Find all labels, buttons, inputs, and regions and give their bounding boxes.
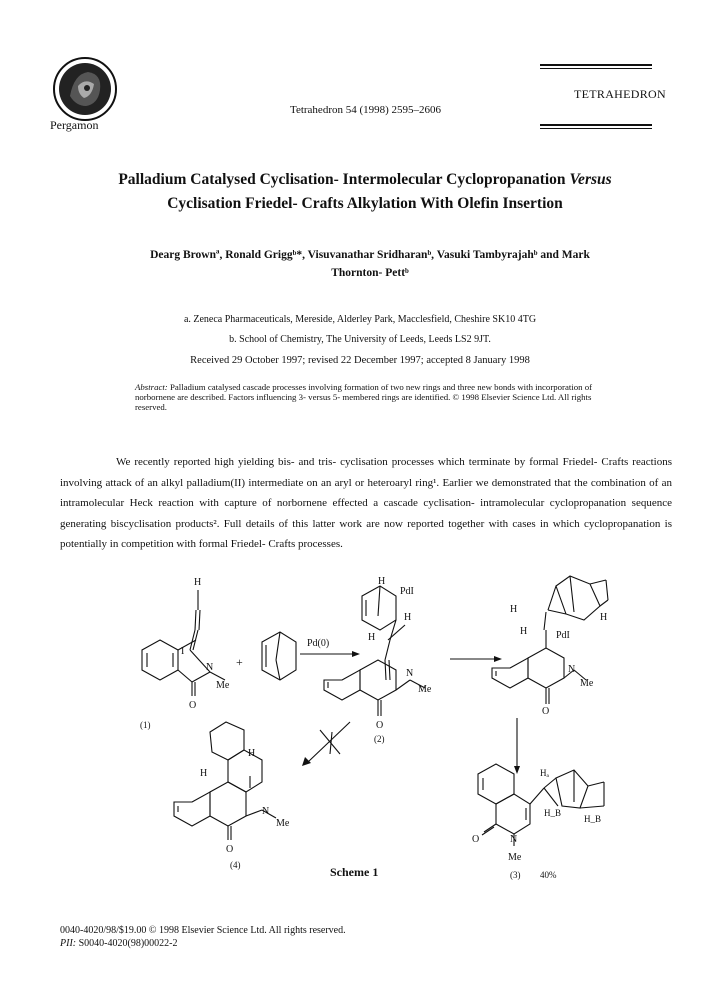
abstract-label: Abstract: <box>135 382 168 392</box>
publisher-name: Pergamon <box>50 118 99 132</box>
cmpd-int-group-Me: Me <box>580 678 594 689</box>
cmpd4-atom-N: N <box>262 806 270 817</box>
cmpd3-atom-N: N <box>510 834 518 845</box>
cmpd4-atom-H-left: H <box>200 768 208 779</box>
authors-line1: Dearg Brownª, Ronald Griggᵇ*, Visuvanathar Sridharanᵇ, Vasuki Tambyrajahᵇ and Mark <box>150 249 590 261</box>
abstract <box>135 382 605 412</box>
title-part1: Palladium Catalysed Cyclisation- Intermolecular Cyclopropanation <box>118 171 566 188</box>
compound-1-label: (1) <box>140 720 151 730</box>
affiliation-b: b. School of Chemistry, The University of Leeds, Leeds LS2 9JT. <box>229 334 491 345</box>
body-paragraph-text: We recently reported high yielding bis- and tris- cyclisation processes which terminate by formal Friedel- Crafts reactions involving attack of an alkyl palladium(II) intermediate on an aryl or heteroaryl ring¹. Earlier we demonstrated that the combination of an intramolecular Heck reaction with capture of norbornene effected a cascade cyclisation- intramolecular cyclopropanation sequence generating biscyclisation products². Full details of this latter work are now reported together with cases in which cyclopropanation is potentially in competition with formal Friedel- Crafts processes. <box>60 456 672 550</box>
cmpd3-label-HB-1: H_B <box>544 808 562 818</box>
title-italic: Versus <box>569 171 612 188</box>
cmpd1-atom-N: N <box>206 662 214 673</box>
cmpd2-atom-H-left: H <box>368 632 376 643</box>
cmpd2-atom-H-top: H <box>378 576 386 587</box>
cmpd3-group-Me: Me <box>508 852 522 863</box>
cmpd2-atom-N: N <box>406 668 414 679</box>
pii-value: S0040-4020(98)00022-2 <box>76 938 178 949</box>
cmpd-int-atom-H-lower: H <box>520 626 528 637</box>
cmpd3-label-HB-2: H_B <box>584 814 602 824</box>
cmpd1-atom-I: I <box>181 646 185 657</box>
compound-4-structure <box>174 722 276 840</box>
cmpd1-atom-H: H <box>194 577 202 588</box>
elsevier-logo-icon <box>52 56 118 122</box>
authors-line2: Thornton- Pettᵇ <box>331 267 409 279</box>
cmpd3-label-HA: Hₐ <box>540 768 549 778</box>
cmpd2-atom-O: O <box>376 720 384 731</box>
cmpd2-group-Me: Me <box>418 684 432 695</box>
cmpd-int-atom-O: O <box>542 706 550 717</box>
cmpd1-group-Me: Me <box>216 680 230 691</box>
norbornene-structure <box>262 632 296 680</box>
footer <box>60 924 346 950</box>
header-rule-top <box>540 64 652 66</box>
cmpd2-group-PdI: PdI <box>400 586 414 597</box>
cmpd4-atom-H-right: H <box>248 748 256 759</box>
reaction-scheme <box>0 570 720 900</box>
article-title <box>60 168 670 216</box>
body-paragraph <box>60 452 672 555</box>
compound-2-structure <box>324 586 425 716</box>
pii-line <box>60 937 346 950</box>
affiliation-a: a. Zeneca Pharmaceuticals, Mereside, Alderley Park, Macclesfield, Cheshire SK10 4TG <box>183 314 537 325</box>
cmpd-int-atom-N: N <box>568 664 576 675</box>
compound-4-label: (4) <box>230 860 241 870</box>
compound-1-structure <box>142 590 225 696</box>
received-dates: Received 29 October 1997; revised 22 December 1997; accepted 8 January 1998 <box>190 355 530 366</box>
abstract-text: Palladium catalysed cascade processes involving formation of two new rings and three new bonds with incorporation of norbornene are described. Factors influencing 3- versus 5- membered rings are identified. © 1998 Elsevier Science Ltd. All rights reserved. <box>135 382 593 412</box>
cmpd4-atom-O: O <box>226 844 234 855</box>
compound-2-label: (2) <box>374 734 385 744</box>
copyright-line: 0040-4020/98/$19.00 © 1998 Elsevier Science Ltd. All rights reserved. <box>60 925 346 936</box>
author-list <box>90 246 650 282</box>
cmpd1-atom-O: O <box>189 700 197 711</box>
cmpd-int-group-PdI: PdI <box>556 630 570 641</box>
header-rule-bottom-2 <box>540 128 652 129</box>
journal-name: TETRAHEDRON <box>574 87 666 101</box>
cmpd-int-atom-H-right: H <box>600 612 608 623</box>
title-line2: Cyclisation Friedel- Crafts Alkylation With Olefin Insertion <box>167 195 563 212</box>
cmpd2-atom-H-right: H <box>404 612 412 623</box>
header-rule-bottom <box>540 124 652 126</box>
header-rule-top-2 <box>540 68 652 69</box>
plus-sign: + <box>236 655 243 669</box>
pii-label: PII: <box>60 938 77 949</box>
journal-citation: Tetrahedron 54 (1998) 2595–2606 <box>290 104 442 116</box>
arrow-crossed <box>308 722 350 762</box>
cmpd-int-atom-H-left: H <box>510 604 518 615</box>
compound-3-yield: 40% <box>540 870 557 880</box>
reagent-label: Pd(0) <box>307 638 330 649</box>
cmpd4-group-Me: Me <box>276 818 290 829</box>
scheme-caption: Scheme 1 <box>330 865 379 879</box>
cmpd3-atom-O: O <box>472 834 480 845</box>
compound-3-label: (3) <box>510 870 521 880</box>
